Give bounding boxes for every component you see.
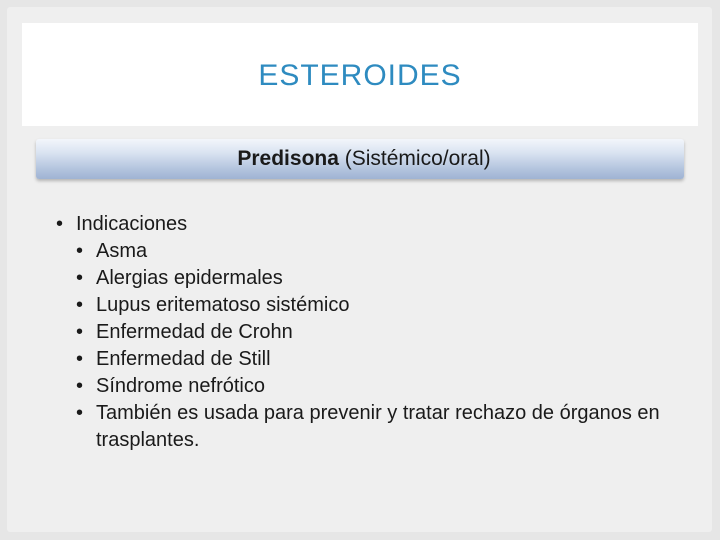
list-item-label: Síndrome nefrótico: [96, 375, 265, 397]
list-item-label: Asma: [96, 240, 148, 262]
bullet-icon: •: [76, 375, 84, 397]
bullet-icon: •: [76, 321, 84, 343]
list-heading: [56, 211, 676, 238]
bullet-icon: •: [76, 267, 84, 289]
slide-title: ESTEROIDES: [258, 58, 462, 92]
bullet-icon: •: [56, 213, 64, 235]
list-heading-label: Indicaciones: [76, 213, 188, 235]
bullet-icon: •: [76, 402, 84, 424]
subtitle: [237, 147, 490, 171]
list-item: [76, 346, 676, 373]
list-item: [76, 373, 676, 400]
subtitle-drug-name: Predisona: [237, 147, 339, 170]
list-item: [76, 238, 676, 265]
content-list: [56, 211, 676, 454]
list-item: [76, 292, 676, 319]
title-box: [22, 23, 698, 126]
subtitle-band: [36, 139, 684, 179]
list-item-label: También es usada para prevenir y tratar rechazo de órganos en trasplantes.: [96, 402, 660, 451]
list-item-label: Enfermedad de Still: [96, 348, 271, 370]
bullet-icon: •: [76, 348, 84, 370]
list-item-label: Alergias epidermales: [96, 267, 283, 289]
bullet-icon: •: [76, 240, 84, 262]
list-item: [76, 265, 676, 292]
list-item: [76, 319, 676, 346]
indications-list: [56, 238, 676, 454]
subtitle-route: (Sistémico/oral): [338, 147, 491, 170]
list-item: [76, 400, 676, 454]
list-item-label: Lupus eritematoso sistémico: [96, 294, 350, 316]
list-item-label: Enfermedad de Crohn: [96, 321, 293, 343]
bullet-icon: •: [76, 294, 84, 316]
